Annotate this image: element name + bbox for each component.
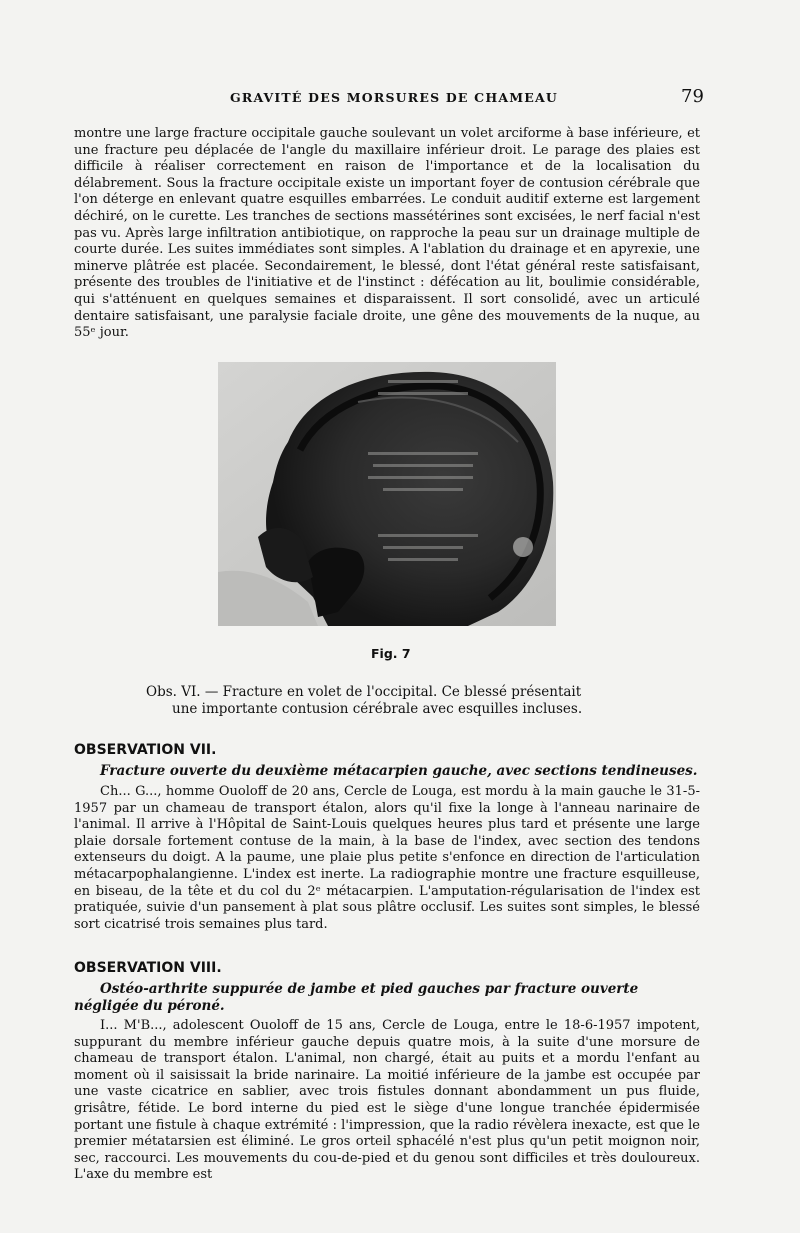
figure-caption: [146, 684, 646, 718]
observation-8-title: Ostéo-arthrite suppurée de jambe et pied gauches par fracture ouverte négligée du péroné.: [74, 981, 639, 1014]
observation-8-body: I... M'B..., adolescent Ouoloff de 15 ans, Cercle de Louga, entre le 18-6-1957 impotent, suppurant du membre inférieur gauche depuis quatre mois, à la suite d'une morsure de chameau de transport étalon. L'animal, non chargé, était au puits et a mordu l'enfant au moment où il saisissait la bride narinaire. La moitié inférieure de la jambe est occupée par une vaste cicatrice en sablier, avec trois fistules donnant abondamment un pus fluide, grisâtre, fétide. Le bord interne du pied est le siège d'une longue tranchée épidermisée portant une fistule à chaque extrémité : l'impression, que la radio révèlera inexacte, est que le premier métatarsien est éliminé. Le gros orteil sphacélé n'est plus qu'un petit moignon noir, sec, raccourci. Les mouvements du cou-de-pied et du genou sont difficiles et très douloureux. L'axe du membre est: [74, 1018, 700, 1183]
figure-label: Fig. 7: [371, 646, 411, 661]
page-number: 79: [681, 86, 704, 107]
paragraph-continuation: montre une large fracture occipitale gauche soulevant un volet arciforme à base inférieure, et une fracture peu déplacée de l'angle du maxillaire inférieur droit. Le parage des plaies est difficile à réaliser correctement en raison de l'importance et de la localisation du délabrement. Sous la fracture occipitale existe un important foyer de contusion cérébrale que l'on déterge en enlevant quatre esquilles embarrées. Le conduit auditif externe est largement déchiré, on le curette. Les tranches de sections massétérines sont excisées, le nerf facial n'est pas vu. Après large infiltration antibiotique, on rapproche la peau sur un drainage multiple de courte durée. Les suites immédiates sont simples. A l'ablation du drainage et en apyrexie, une minerve plâtrée est placée. Secondairement, le blessé, dont l'état général reste satisfaisant, présente des troubles de l'initiative et de l'instinct : défécation au lit, boulimie considérable, qui s'atténuent en quelques semaines et disparaissent. Il sort consolidé, avec un articulé dentaire satisfaisant, une paralysie faciale droite, une gêne des mouvements de la nuque, au 55ᵉ jour.: [74, 126, 700, 341]
running-title: GRAVITÉ DES MORSURES DE CHAMEAU: [230, 90, 559, 105]
observation-8-heading: OBSERVATION VIII.: [74, 960, 222, 976]
observation-7-body: Ch... G..., homme Ouoloff de 20 ans, Cercle de Louga, est mordu à la main gauche le 31-5-1957 par un chameau de transport étalon, alors qu'il fixe la longe à l'anneau narinaire de l'animal. Il arrive à l'Hôpital de Saint-Louis quelques heures plus tard et présente une large plaie dorsale fortement contuse de la main, à la base de l'index, avec section des tendons extenseurs du doigt. A la paume, une plaie plus petite s'enfonce en direction de l'articulation métacarpophalangienne. L'index est inerte. La radiographie montre une fracture esquilleuse, en biseau, de la tête et du col du 2ᵉ métacarpien. L'amputation-régularisation de l'index est pratiquée, suivie d'un pansement à plat sous plâtre occlusif. Les suites sont simples, le blessé sort cicatrisé trois semaines plus tard.: [74, 784, 700, 932]
figure-caption-line-1: Obs. VI. — Fracture en volet de l'occipital. Ce blessé présentait: [146, 684, 582, 700]
figure-caption-line-2: une importante contusion cérébrale avec esquilles incluses.: [172, 701, 583, 717]
observation-7-heading: OBSERVATION VII.: [74, 742, 217, 758]
observation-7-title: Fracture ouverte du deuxième métacarpien gauche, avec sections tendineuses.: [100, 763, 698, 779]
xray-skull-figure: [218, 362, 556, 626]
xray-skull-image: [218, 362, 556, 626]
